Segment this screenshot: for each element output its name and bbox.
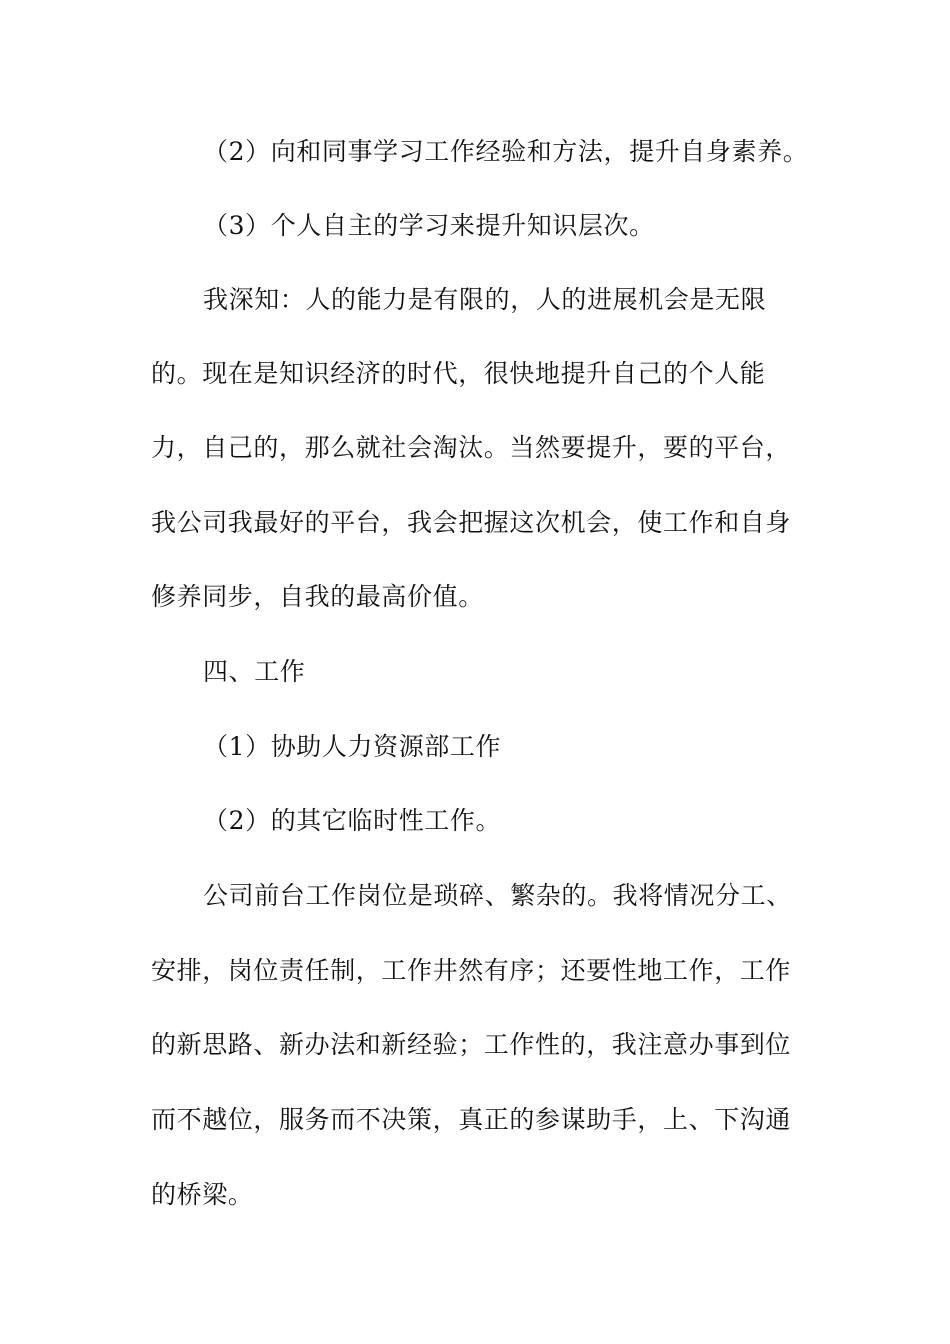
paragraph-line: 修养同步，自我的最高价值。 — [151, 582, 484, 611]
paragraph-line: 而不越位，服务而不决策，真正的参谋助手，上、下沟通 — [151, 1105, 792, 1134]
paragraph-line: 的。现在是知识经济的时代，很快地提升自己的个人能 — [151, 359, 766, 388]
paragraph-line: 的新思路、新办法和新经验；工作性的，我注意办事到位 — [151, 1030, 792, 1059]
paragraph-line: （2）的其它临时性工作。 — [203, 806, 502, 835]
section-heading: 四、工作 — [203, 657, 306, 686]
paragraph-line: 的桥梁。 — [151, 1180, 254, 1209]
paragraph-line: （3）个人自主的学习来提升知识层次。 — [203, 211, 655, 240]
paragraph-line: 力，自己的，那么就社会淘汰。当然要提升，要的平台， — [151, 433, 792, 462]
paragraph-line: 公司前台工作岗位是琐碎、繁杂的。我将情况分工、 — [203, 881, 792, 910]
paragraph-line: （1）协助人力资源部工作 — [203, 732, 502, 761]
paragraph-line: 我公司我最好的平台，我会把握这次机会，使工作和自身 — [151, 508, 792, 537]
paragraph-line: 我深知：人的能力是有限的，人的进展机会是无限 — [203, 285, 767, 314]
paragraph-line: （2）向和同事学习工作经验和方法，提升自身素养。 — [203, 137, 809, 166]
paragraph-line: 安排，岗位责任制，工作井然有序；还要性地工作，工作 — [151, 956, 792, 985]
